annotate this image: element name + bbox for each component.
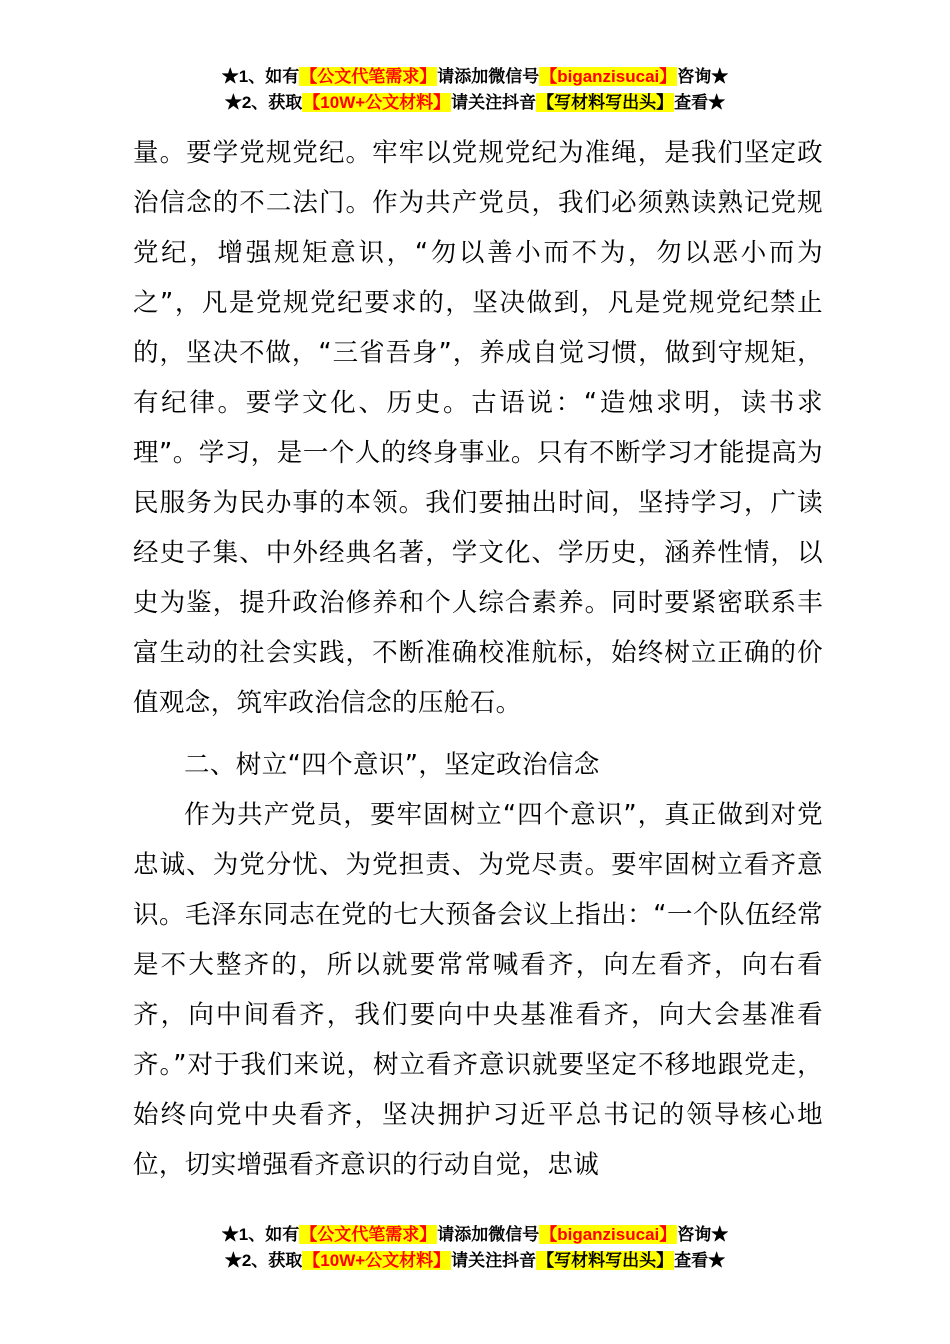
- star-icon: ★: [711, 1225, 729, 1244]
- promo-bottom-line2-bracket2: 【写材料写出头】: [537, 1251, 674, 1270]
- promo-banner-top: [0, 64, 950, 116]
- promo-bottom-line1-tail: 咨询: [677, 1225, 712, 1244]
- promo-bottom-line1-bracket1: 【公文代笔需求】: [300, 1225, 437, 1244]
- promo-top-line2-mid: 请关注抖音: [451, 93, 537, 112]
- promo-bottom-line-1: [0, 1222, 950, 1248]
- promo-top-line-2: [0, 90, 950, 116]
- promo-bottom-line2-num: 2、获取: [241, 1251, 303, 1270]
- promo-bottom-line1-mid: 请添加微信号: [437, 1225, 540, 1244]
- star-icon: ★: [224, 1251, 242, 1270]
- promo-top-line1-tail: 咨询: [677, 67, 712, 86]
- promo-bottom-line-2: [0, 1248, 950, 1274]
- promo-banner-bottom: [0, 1222, 950, 1274]
- document-body: [133, 128, 823, 1190]
- promo-top-line2-num: 2、获取: [241, 93, 303, 112]
- star-icon: ★: [224, 93, 242, 112]
- promo-bottom-line2-bracket1: 【10W+公文材料】: [303, 1251, 451, 1270]
- promo-top-line2-bracket1: 【10W+公文材料】: [303, 93, 451, 112]
- promo-bottom-line2-tail: 查看: [674, 1251, 709, 1270]
- star-icon: ★: [708, 1251, 726, 1270]
- promo-top-line1-bracket2: 【biganzisucai】: [540, 67, 677, 86]
- promo-top-line-1: [0, 64, 950, 90]
- star-icon: ★: [708, 93, 726, 112]
- promo-top-line2-bracket2: 【写材料写出头】: [537, 93, 674, 112]
- promo-top-line2-tail: 查看: [674, 93, 709, 112]
- promo-top-line1-bracket1: 【公文代笔需求】: [300, 67, 437, 86]
- section-heading-two: 二、树立“四个意识”，坚定政治信念: [184, 750, 600, 780]
- promo-top-line1-num: 1、如有: [238, 67, 300, 86]
- paragraph-spacer: [133, 728, 823, 740]
- promo-bottom-line1-bracket2: 【biganzisucai】: [540, 1225, 677, 1244]
- paragraph-continued: 量。要学党规党纪。牢牢以党规党纪为准绳，是我们坚定政治信念的不二法门。作为共产党员，我们必须熟读熟记党规党纪，增强规矩意识，“勿以善小而不为，勿以恶小而为之”，凡是党规党纪要求的，坚决做到，凡是党规党纪禁止的，坚决不做，“三省吾身”，养成自觉习惯，做到守规矩，有纪律。要学文化、历史。古语说：“造烛求明，读书求理”。学习，是一个人的终身事业。只有不断学习才能提高为民服务为民办事的本领。我们要抽出时间，坚持学习，广读经史子集、中外经典名著，学文化、学历史，涵养性情，以史为鉴，提升政治修养和个人综合素养。同时要紧密联系丰富生动的社会实践，不断准确校准航标，始终树立正确的价值观念，筑牢政治信念的压舱石。: [133, 138, 823, 718]
- star-icon: ★: [711, 67, 729, 86]
- promo-bottom-line2-mid: 请关注抖音: [451, 1251, 537, 1270]
- promo-top-line1-mid: 请添加微信号: [437, 67, 540, 86]
- promo-bottom-line1-num: 1、如有: [238, 1225, 300, 1244]
- paragraph-section-two-body: 作为共产党员，要牢固树立“四个意识”，真正做到对党忠诚、为党分忧、为党担责、为党尽责。要牢固树立看齐意识。毛泽东同志在党的七大预备会议上指出：“一个队伍经常是不大整齐的，所以就要常常喊看齐，向左看齐，向右看齐，向中间看齐，我们要向中央基准看齐，向大会基准看齐。”对于我们来说，树立看齐意识就要坚定不移地跟党走，始终向党中央看齐，坚决拥护习近平总书记的领导核心地位，切实增强看齐意识的行动自觉，忠诚: [133, 800, 823, 1180]
- star-icon: ★: [221, 1225, 239, 1244]
- star-icon: ★: [221, 67, 239, 86]
